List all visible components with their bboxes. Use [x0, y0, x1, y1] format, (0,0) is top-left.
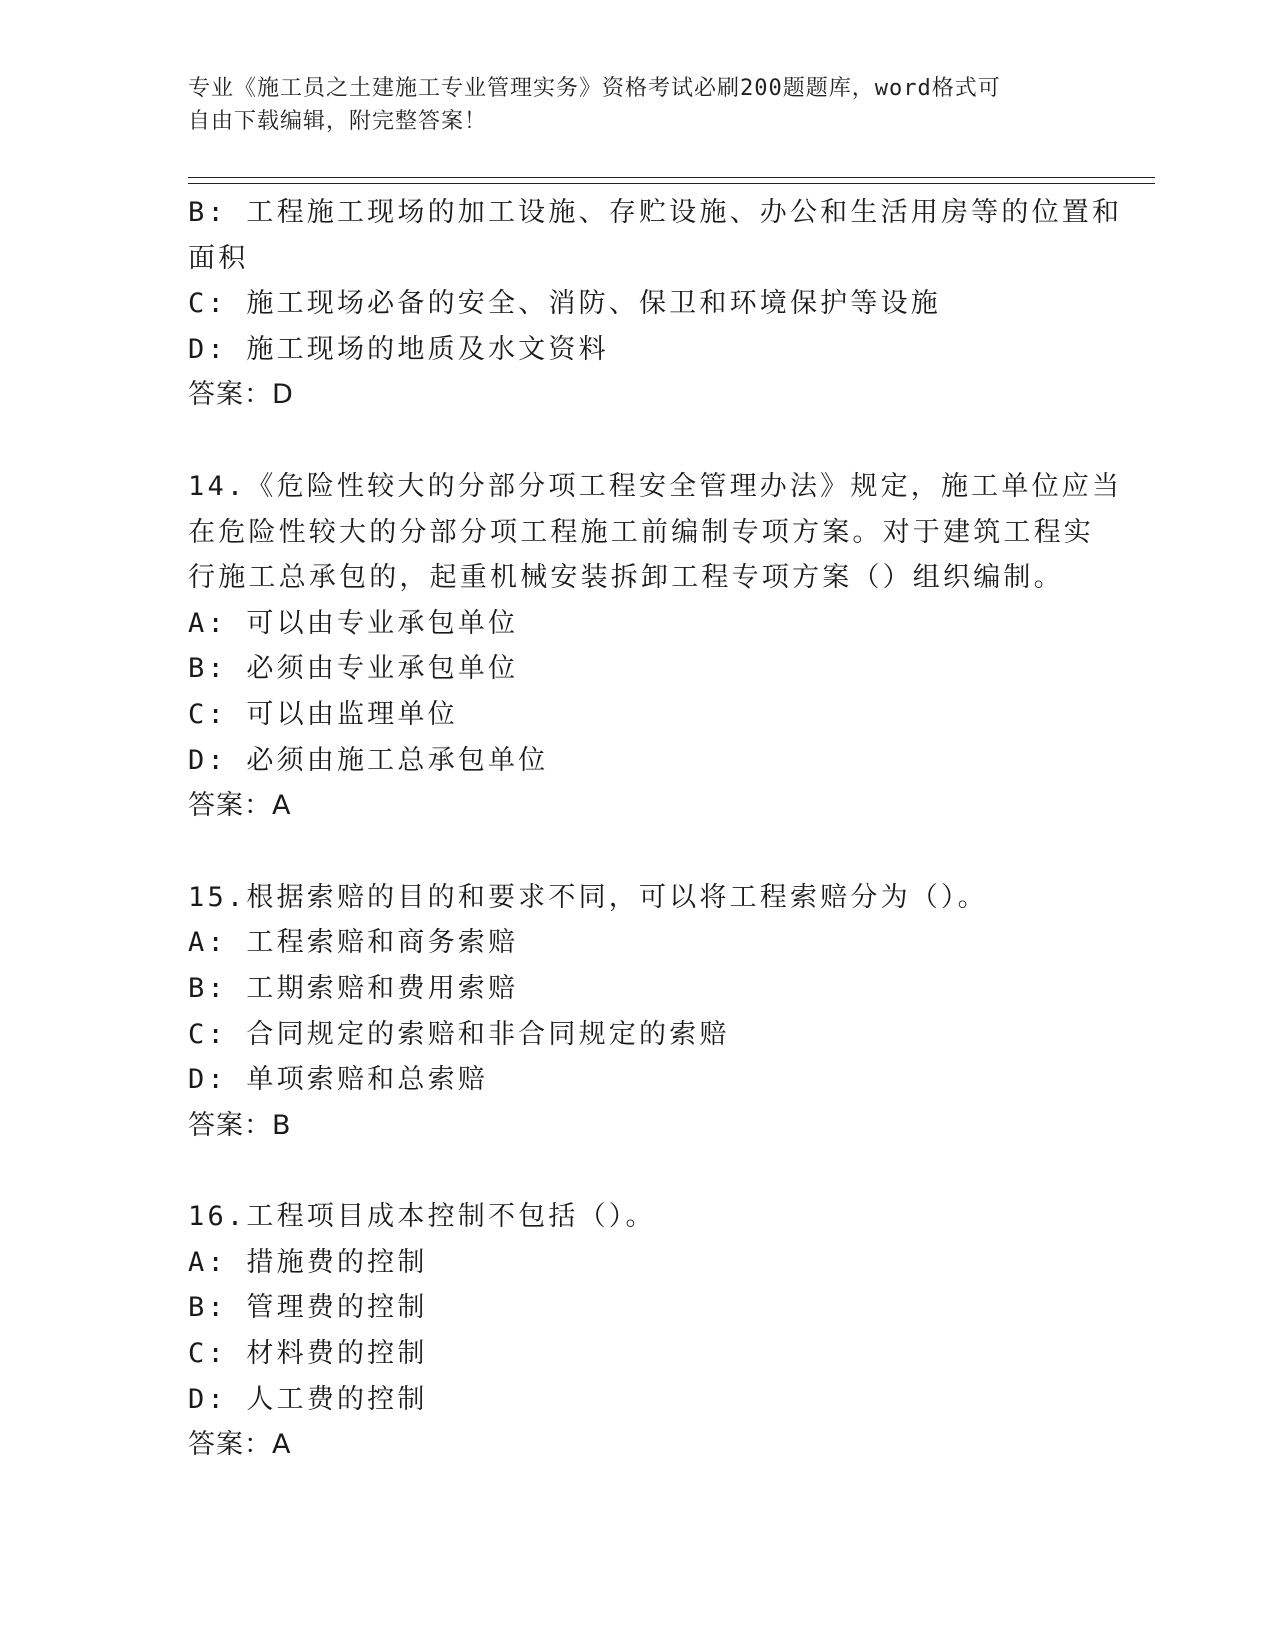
answer-label: 答案：A — [188, 790, 292, 822]
option-c: C: 材料费的控制 — [188, 1338, 428, 1370]
answer-label: 答案：D — [188, 379, 294, 411]
question-stem-continued: 在危险性较大的分部分项工程施工前编制专项方案。对于建筑工程实 — [188, 516, 1094, 548]
option-d: D: 施工现场的地质及水文资料 — [188, 333, 609, 365]
spacer — [188, 1148, 1088, 1194]
answer-label: 答案：A — [188, 1429, 292, 1461]
header-divider-bottom — [188, 183, 1155, 184]
option-b-continued: 面积 — [188, 242, 249, 274]
header-divider-top — [188, 177, 1155, 178]
question-stem: 14.《危险性较大的分部分项工程安全管理办法》规定，施工单位应当 — [188, 470, 1123, 502]
header-line-2: 自由下载编辑，附完整答案！ — [188, 109, 488, 134]
question-stem-continued: 行施工总承包的，起重机械安装拆卸工程专项方案（）组织编制。 — [188, 562, 1064, 594]
option-a: A: 可以由专业承包单位 — [188, 607, 519, 639]
option-a: A: 措施费的控制 — [188, 1246, 428, 1278]
question-16 — [188, 1194, 1088, 1468]
question-15 — [188, 875, 1088, 1149]
option-b: B: 管理费的控制 — [188, 1292, 428, 1324]
option-b: B: 工程施工现场的加工设施、存贮设施、办公和生活用房等的位置和 — [188, 197, 1123, 228]
spacer — [188, 829, 1088, 875]
option-b: B: 必须由专业承包单位 — [188, 653, 519, 685]
question-13-continuation — [188, 190, 1123, 418]
question-stem: 15.根据索赔的目的和要求不同，可以将工程索赔分为（）。 — [188, 881, 988, 913]
spacer — [188, 418, 1088, 464]
header-line-1: 专业《施工员之土建施工专业管理实务》资格考试必刷200题题库，word格式可 — [188, 76, 1001, 101]
option-c: C: 合同规定的索赔和非合同规定的索赔 — [188, 1018, 730, 1050]
option-c: C: 可以由监理单位 — [188, 698, 458, 730]
question-14 — [188, 464, 1123, 829]
option-b: B: 工期索赔和费用索赔 — [188, 972, 519, 1004]
option-d: D: 人工费的控制 — [188, 1383, 428, 1415]
answer-label: 答案：B — [188, 1109, 292, 1141]
question-list — [188, 190, 1123, 1468]
option-c: C: 施工现场必备的安全、消防、保卫和环境保护等设施 — [188, 288, 941, 320]
option-d: D: 单项索赔和总索赔 — [188, 1064, 488, 1096]
option-a: A: 工程索赔和商务索赔 — [188, 927, 519, 959]
question-stem: 16.工程项目成本控制不包括（）。 — [188, 1201, 656, 1233]
option-d: D: 必须由施工总承包单位 — [188, 744, 549, 776]
document-header — [188, 72, 1068, 138]
